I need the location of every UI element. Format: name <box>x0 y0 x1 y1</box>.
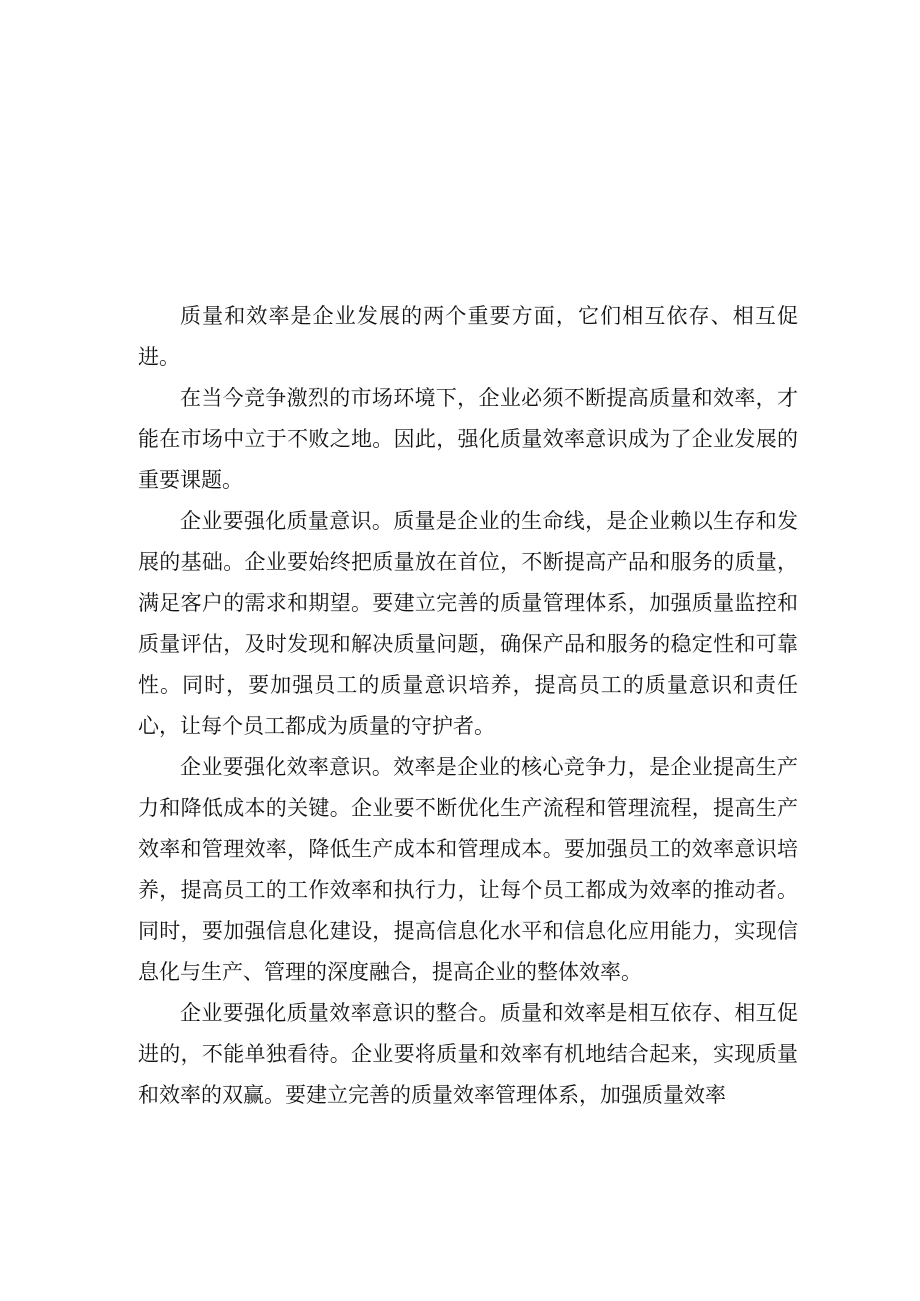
paragraph-intro: 质量和效率是企业发展的两个重要方面，它们相互依存、相互促进。 <box>138 304 798 369</box>
paragraph-integration: 企业要强化质量效率意识的整合。质量和效率是相互依存、相互促进的，不能单独看待。企业要将质量和效率有机地结合起来，实现质量和效率的双赢。要建立完善的质量效率管理体系，加强质量效率 <box>138 1001 798 1107</box>
paragraph-market-context: 在当今竞争激烈的市场环境下，企业必须不断提高质量和效率，才能在市场中立于不败之地。因此，强化质量效率意识成为了企业发展的重要课题。 <box>138 386 798 492</box>
paragraph-efficiency-awareness: 企业要强化效率意识。效率是企业的核心竞争力，是企业提高生产力和降低成本的关键。企业要不断优化生产流程和管理流程，提高生产效率和管理效率，降低生产成本和管理成本。要加强员工的效率意识培养，提高员工的工作效率和执行力，让每个员工都成为效率的推动者。同时，要加强信息化建设，提高信息化水平和信息化应用能力，实现信息化与生产、管理的深度融合，提高企业的整体效率。 <box>138 755 798 984</box>
document-body <box>138 296 798 1116</box>
paragraph-quality-awareness: 企业要强化质量意识。质量是企业的生命线，是企业赖以生存和发展的基础。企业要始终把质量放在首位，不断提高产品和服务的质量，满足客户的需求和期望。要建立完善的质量管理体系，加强质量监控和质量评估，及时发现和解决质量问题，确保产品和服务的稳定性和可靠性。同时，要加强员工的质量意识培养，提高员工的质量意识和责任心，让每个员工都成为质量的守护者。 <box>138 509 798 738</box>
